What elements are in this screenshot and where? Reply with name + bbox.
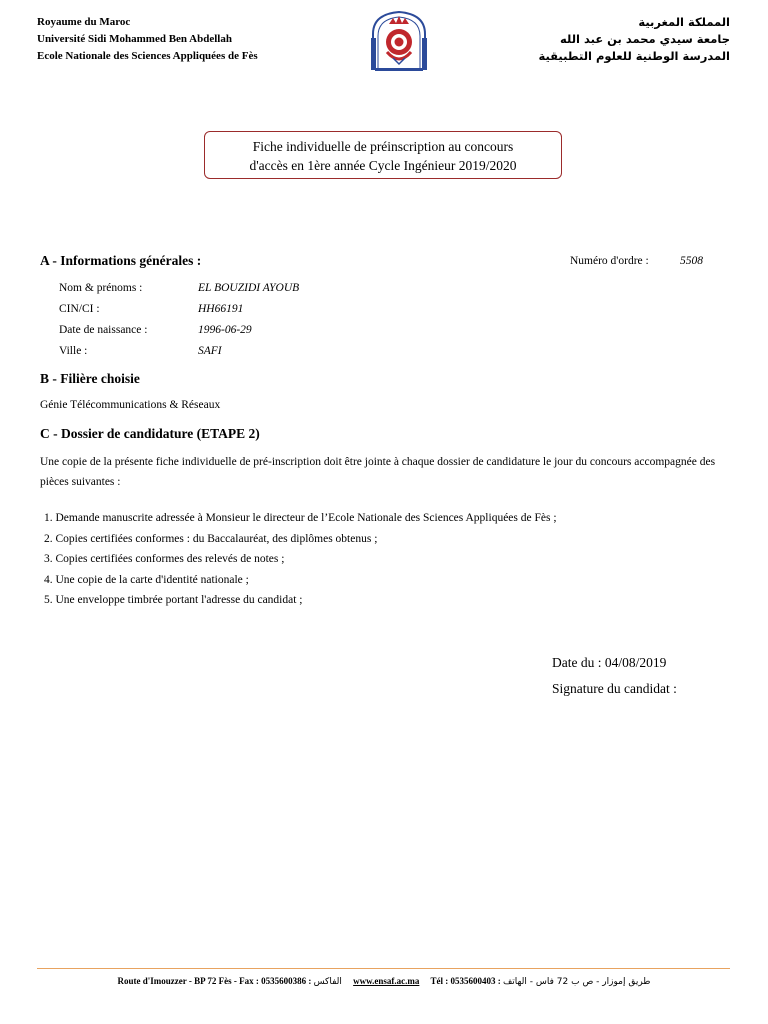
- field-value-city: SAFI: [198, 345, 222, 357]
- document-title-line-1: Fiche individuelle de préinscription au concours: [252, 139, 514, 154]
- field-value-name: EL BOUZIDI AYOUB: [198, 282, 300, 294]
- list-item: 4. Une copie de la carte d'identité nationale ;: [44, 573, 249, 586]
- footer-tel-ar: طريق إموزار - ص ب 72 فاس - الهاتف: [502, 977, 651, 987]
- section-b-heading: B - Filière choisie: [40, 371, 140, 386]
- document-title-line-2: d'accès en 1ère année Cycle Ingénieur 2019/2020: [249, 158, 517, 173]
- header-arabic-block: [538, 14, 730, 65]
- list-item: 2. Copies certifiées conformes : du Baccalauréat, des diplômes obtenus ;: [44, 532, 378, 545]
- header-school-ar: المدرسة الوطنية للعلوم التطبيقية: [538, 49, 730, 63]
- order-number-value: 5508: [680, 255, 703, 267]
- section-a-heading: A - Informations générales :: [40, 253, 202, 268]
- field-label-birthdate: Date de naissance :: [59, 324, 148, 336]
- footer-divider: [37, 968, 730, 969]
- footer: [0, 976, 768, 987]
- university-crest-icon: [365, 8, 433, 76]
- list-item: 5. Une enveloppe timbrée portant l'adresse du candidat ;: [44, 594, 303, 606]
- section-c-heading: C - Dossier de candidature (ETAPE 2): [40, 426, 260, 441]
- header-school: Ecole Nationale des Sciences Appliquées de Fès: [37, 50, 258, 62]
- date-line: Date du : 04/08/2019: [552, 655, 667, 670]
- list-item: 3. Copies certifiées conformes des relevés de notes ;: [44, 553, 285, 565]
- header-french-block: [37, 14, 258, 65]
- list-item: 1. Demande manuscrite adressée à Monsieur le directeur de l’Ecole Nationale des Sciences Appliquées de Fès ;: [44, 512, 557, 524]
- footer-website-link[interactable]: www.ensaf.ac.ma: [353, 976, 420, 986]
- order-number-label: Numéro d'ordre :: [570, 255, 649, 267]
- signature-block: [552, 650, 677, 702]
- signature-line: Signature du candidat :: [552, 681, 677, 696]
- field-label-cin: CIN/CI :: [59, 303, 100, 315]
- header-university-ar: جامعة سيدي محمد بن عبد الله: [560, 32, 730, 46]
- section-c-paragraph: Une copie de la présente fiche individuelle de pré-inscription doit être jointe à chaque dossier de candidature le jour du concours accompagnée des pièces suivantes :: [40, 456, 716, 488]
- document-title-box: [204, 131, 562, 179]
- field-label-city: Ville :: [59, 345, 88, 357]
- chosen-program: Génie Télécommunications & Réseaux: [40, 399, 221, 411]
- header-kingdom-ar: المملكة المغربية: [638, 15, 730, 29]
- field-value-cin: HH66191: [198, 303, 244, 315]
- field-label-name: Nom & prénoms :: [59, 282, 143, 294]
- required-documents-list: [44, 508, 557, 611]
- footer-tel: Tél : 0535600403 :: [430, 976, 501, 986]
- header-kingdom: Royaume du Maroc: [37, 16, 131, 28]
- footer-address: Route d'Imouzzer - BP 72 Fès - Fax : 0535600386 :: [117, 976, 312, 986]
- field-value-birthdate: 1996-06-29: [198, 324, 252, 336]
- footer-fax-ar: الفاكس: [313, 977, 342, 987]
- header-university: Université Sidi Mohammed Ben Abdellah: [37, 33, 232, 45]
